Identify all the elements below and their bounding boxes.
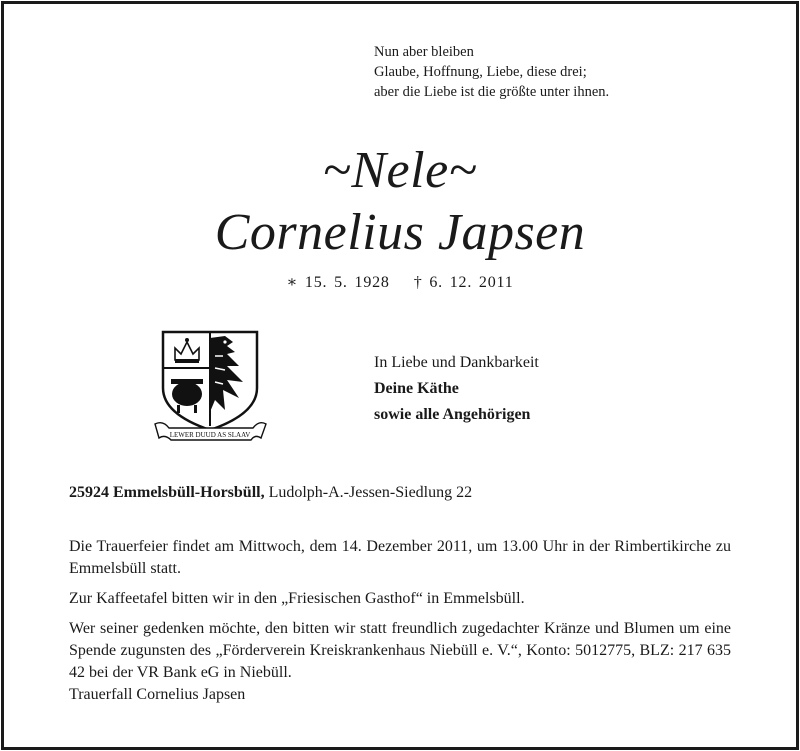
signer-relatives: sowie alle Angehörigen (374, 406, 531, 423)
address-town: 25924 Emmelsbüll-Horsbüll, (69, 484, 265, 501)
family-signoff: Trauerfall Cornelius Japsen (69, 686, 246, 703)
quote-line: Nun aber bleiben (374, 44, 474, 60)
signers-block (374, 350, 539, 428)
signers-intro: In Liebe und Dankbarkeit (374, 354, 539, 371)
address-street: Ludolph-A.-Jessen-Siedlung 22 (268, 484, 473, 501)
life-dates (0, 272, 800, 292)
quote-line: Glaube, Hoffnung, Liebe, diese drei; (374, 64, 587, 80)
signer-name: Deine Käthe (374, 380, 459, 397)
deceased-nickname: ~Nele~ (322, 142, 478, 199)
death-date: † 6. 12. 2011 (413, 274, 514, 291)
quote-line: aber die Liebe ist die größte unter ihnen. (374, 84, 610, 100)
birth-date: ∗ 15. 5. 1928 (286, 274, 390, 291)
address-line (69, 484, 472, 502)
coat-of-arms-icon (153, 326, 268, 446)
service-info: Die Trauerfeier findet am Mittwoch, dem 14. Dezember 2011, um 13.00 Uhr in der Rimbertikirche zu Emmelsbüll statt. (69, 538, 731, 577)
funeral-details (69, 536, 731, 706)
donation-info: Wer seiner gedenken möchte, den bitten wir statt freundlich zugedachter Kränze und Blumen um eine Spende zugunsten des „Förderverein Kreiskrankenhaus Niebüll e. V.“, Konto: 5012775, BLZ: 217 635 42 bei der VR Bank eG in Niebüll. (69, 620, 731, 681)
reception-info: Zur Kaffeetafel bitten wir in den „Friesischen Gasthof“ in Emmelsbüll. (69, 590, 525, 607)
bible-quote (374, 42, 609, 102)
deceased-full-name: Cornelius Japsen (214, 204, 586, 261)
crest-motto: LEWER DUUD AS SLAAV (169, 431, 251, 439)
